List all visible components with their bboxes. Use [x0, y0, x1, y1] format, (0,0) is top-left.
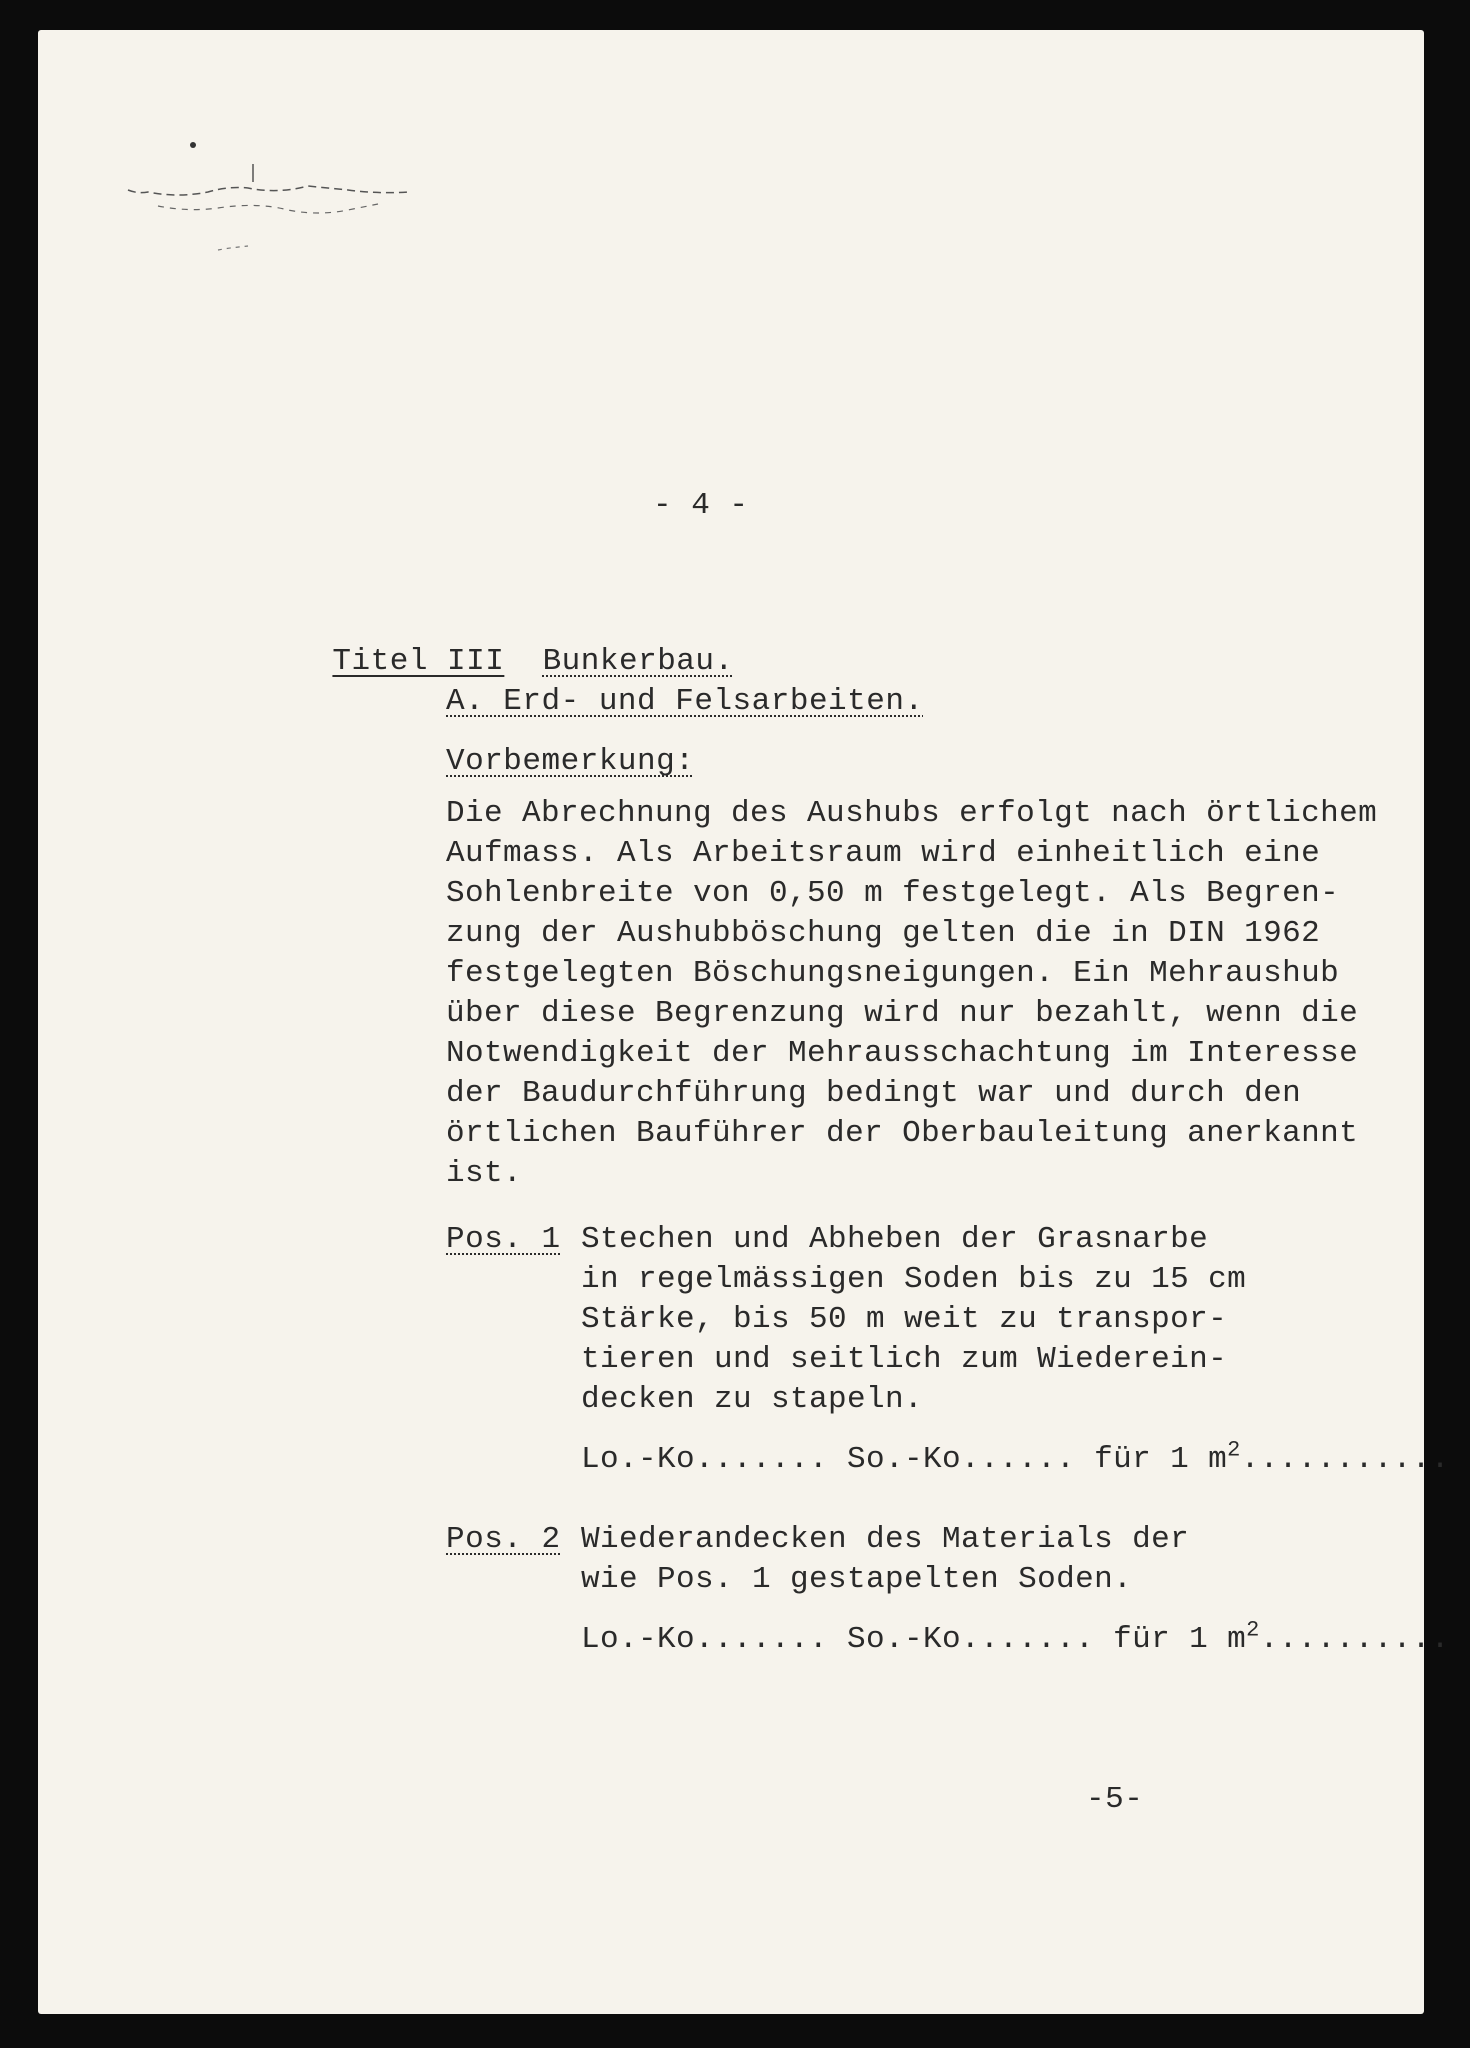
position-line: Stärke, bis 50 m weit zu transpor- — [581, 1302, 1228, 1337]
position-line: in regelmässigen Soden bis zu 15 cm — [581, 1262, 1247, 1297]
cost-prefix: Lo.-Ko....... So.-Ko....... für 1 m — [581, 1622, 1247, 1657]
remark-line: Die Abrechnung des Aushubs erfolgt nach örtlichem — [446, 796, 1378, 831]
cost-suffix: .......... — [1259, 1622, 1450, 1657]
remark-line: Aufmass. Als Arbeitsraum wird einheitlich eine — [446, 836, 1321, 871]
cost-suffix: ........... — [1240, 1442, 1450, 1477]
remark-line: Notwendigkeit der Mehrausschachtung im Interesse — [446, 1036, 1359, 1071]
section-heading: A. Erd- und Felsarbeiten. — [446, 684, 924, 719]
position-line: decken zu stapeln. — [581, 1382, 924, 1417]
remark-heading: Vorbemerkung: — [446, 744, 695, 779]
document-page — [38, 30, 1450, 2014]
position-line: Wiederandecken des Materials der — [581, 1522, 1190, 1557]
remark-line: Sohlenbreite von 0,50 m festgelegt. Als Begren- — [446, 876, 1340, 911]
unit-exponent: 2 — [1227, 1437, 1241, 1463]
page-number-top: - 4 - — [653, 488, 749, 523]
remark-line: ist. — [446, 1156, 523, 1191]
cost-line — [581, 1617, 1450, 1660]
position-line: wie Pos. 1 gestapelten Soden. — [581, 1562, 1133, 1597]
cost-prefix: Lo.-Ko....... So.-Ko...... für 1 m — [581, 1442, 1228, 1477]
position-label: Pos. 2 — [446, 1522, 561, 1557]
remark-line: örtlichen Bauführer der Oberbauleitung anerkannt — [446, 1116, 1359, 1151]
position-label: Pos. 1 — [446, 1222, 561, 1257]
remark-line: der Baudurchführung bedingt war und durch den — [446, 1076, 1302, 1111]
remark-line: zung der Aushubböschung gelten die in DIN 1962 — [446, 916, 1321, 951]
cost-line — [581, 1437, 1450, 1480]
remark-line: über diese Begrenzung wird nur bezahlt, wenn die — [446, 996, 1359, 1031]
position-line: tieren und seitlich zum Wiederein- — [581, 1342, 1228, 1377]
position-line: Stechen und Abheben der Grasnarbe — [581, 1222, 1209, 1257]
title-text: Bunkerbau. — [542, 644, 734, 679]
title-label: Titel III — [332, 644, 505, 679]
page-number-bottom: -5- — [1086, 1782, 1144, 1817]
pencil-scribble-mark — [98, 130, 518, 310]
unit-exponent: 2 — [1246, 1617, 1260, 1643]
remark-line: festgelegten Böschungsneigungen. Ein Mehraushub — [446, 956, 1340, 991]
